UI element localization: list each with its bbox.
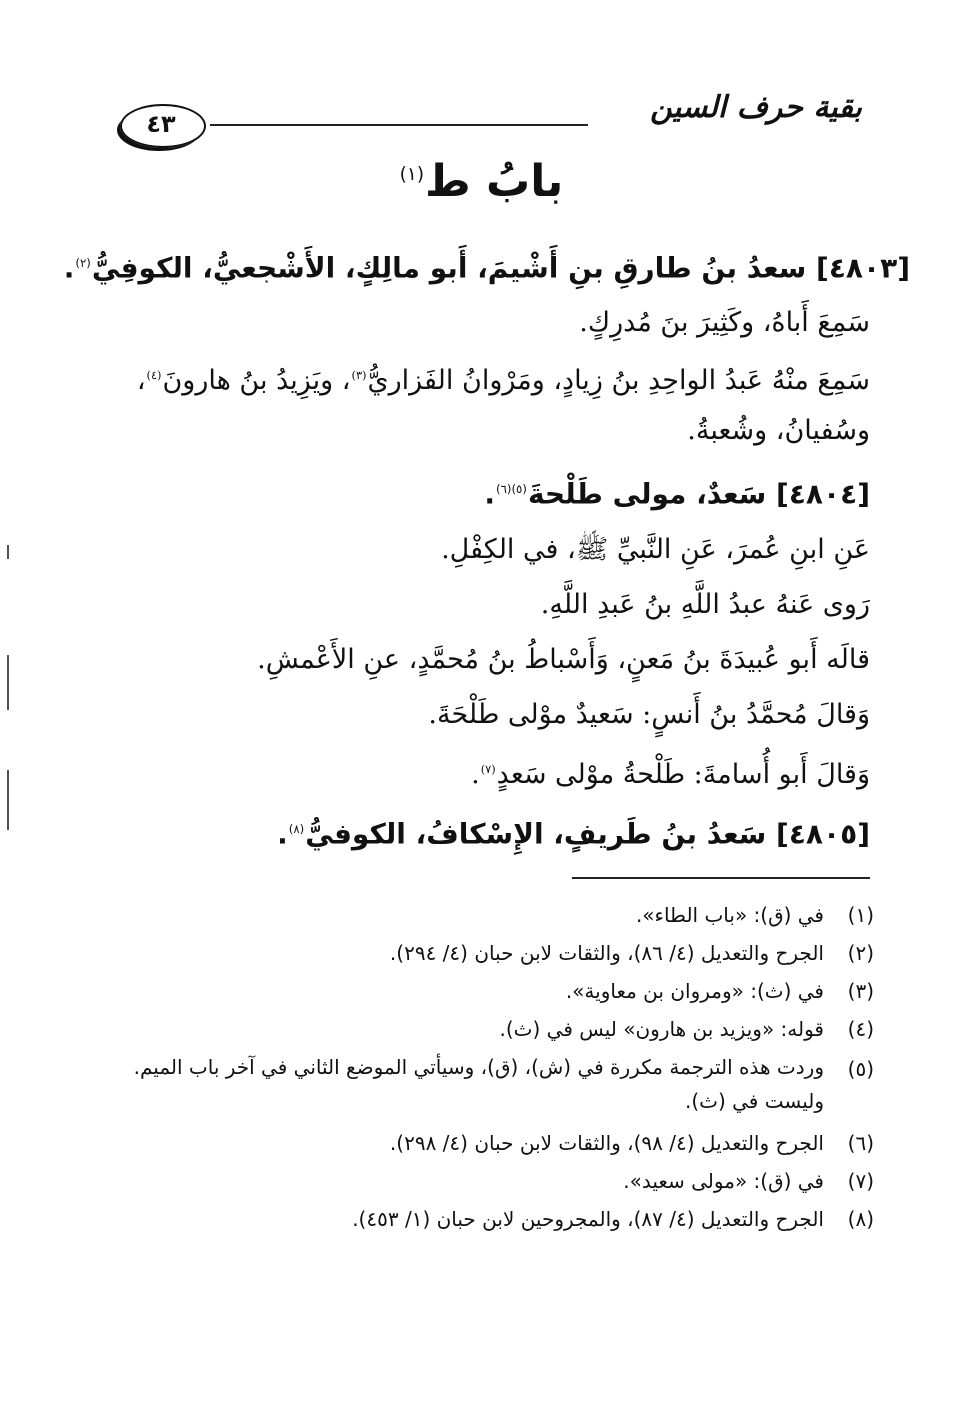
footnote-text: الجرح والتعديل (٤/ ٩٨)، والثقات لابن حبان (٤/ ٢٩٨). — [389, 1131, 824, 1155]
footnote-ref: (٣) — [351, 368, 367, 383]
footnote-ref: (٤) — [146, 368, 162, 383]
footnote-number: (٨) — [847, 1207, 874, 1231]
main-text — [63, 236, 910, 861]
entry-heading: [٤٨٠٥] سَعدُ بنُ طَريفٍ، الإِسْكافُ، الكوفيُّ$^{(٨)}$. — [277, 816, 870, 850]
footnote-ref: (٥)(٦) — [495, 482, 527, 497]
entry-paragraph: سَمِعَ أَباهُ، وكَثِيرَ بنَ مُدرِكٍ. — [579, 307, 870, 339]
entry-paragraph: عَنِ ابنِ عُمرَ، عَنِ النَّبيِّ ﷺ، في الكِفْلِ. — [441, 533, 870, 565]
footnote-number: (١) — [847, 903, 874, 927]
footnote-number: (٢) — [847, 941, 874, 965]
footnote-ref: (١) — [399, 164, 425, 186]
scan-margin-mark — [7, 770, 9, 830]
footnote-text: في (ق): «مولى سعيد». — [623, 1169, 824, 1193]
footnote — [110, 1124, 874, 1162]
footnote-text: الجرح والتعديل (٤/ ٨٧)، والمجروحين لابن حبان (١/ ٤٥٣). — [352, 1207, 824, 1231]
entry-heading: [٤٨٠٤] سَعدٌ، مولى طَلْحةَ$^{(٥)(٦)}$. — [484, 477, 870, 511]
footnote-text: في (ق): «باب الطاء». — [635, 903, 824, 927]
chapter-title: بابُ ط — [425, 156, 564, 207]
entry-paragraph: وَقالَ أَبو أُسامةَ: طَلْحةُ موْلى سَعدٍ$^{(٧)}$. — [471, 758, 870, 790]
page-number: ٤٣ — [146, 110, 176, 138]
entry-paragraph: وَقالَ مُحمَّدُ بنُ أَنسٍ: سَعيدٌ موْلى طَلْحَةَ. — [428, 698, 870, 730]
footnote-ref: (٨) — [288, 821, 305, 836]
running-header-title: بقية حرف السين — [650, 90, 862, 125]
footnote — [110, 896, 874, 934]
footnote-text: وردت هذه الترجمة مكررة في (ش)، (ق)، وسيأتي الموضع الثاني في آخر باب الميم. وليست في (ث). — [133, 1055, 824, 1113]
footnote — [110, 1010, 874, 1048]
footnote-separator — [572, 877, 870, 879]
entry-paragraph: قالَه أَبو عُبيدَةَ بنُ مَعنٍ، وَأَسْباطُ بنُ مُحمَّدٍ، عنِ الأَعْمشِ. — [257, 643, 870, 675]
footnote-text: الجرح والتعديل (٤/ ٨٦)، والثقات لابن حبان (٤/ ٢٩٤). — [389, 941, 824, 965]
footnote-number: (٥) — [847, 1057, 874, 1081]
entry-paragraph: سَمِعَ منْهُ عَبدُ الواحِدِ بنُ زِيادٍ، ومَرْوانُ الفَزاريُّ$^{(٣)}$، ويَزِيدُ بنُ هارونَ$^{(٤)}$، وسُفيانُ، وشُعبةُ. — [136, 365, 870, 447]
footnote-number: (٦) — [847, 1131, 874, 1155]
footnote-ref: (٢) — [75, 256, 91, 270]
scan-margin-mark — [7, 545, 9, 559]
footnote — [110, 1162, 874, 1200]
footnote — [110, 1200, 874, 1238]
entry-paragraph: رَوى عَنهُ عبدُ اللَّهِ بنُ عَبدِ اللَّهِ. — [540, 588, 870, 620]
footnote-number: (٤) — [847, 1017, 874, 1041]
footnote-number: (٣) — [847, 979, 874, 1003]
entry-heading: [٤٨٠٣] سعدُ بنُ طارقِ بنِ أَشْيمَ، أَبو مالِكٍ، الأَشْجعيُّ، الكوفِيُّ$^{(٢)}$. — [63, 251, 910, 285]
footnote-text: في (ث): «ومروان بن معاوية». — [565, 979, 824, 1003]
scan-margin-mark — [7, 655, 9, 710]
footnote — [110, 934, 874, 972]
footnotes — [110, 896, 874, 1238]
chapter-heading — [0, 156, 962, 207]
footnote-ref: (٧) — [480, 761, 496, 776]
header-rule — [210, 124, 588, 126]
footnote — [110, 1050, 874, 1118]
footnote-text: قوله: «ويزيد بن هارون» ليس في (ث). — [499, 1017, 824, 1041]
footnote-number: (٧) — [847, 1169, 874, 1193]
footnote — [110, 972, 874, 1010]
